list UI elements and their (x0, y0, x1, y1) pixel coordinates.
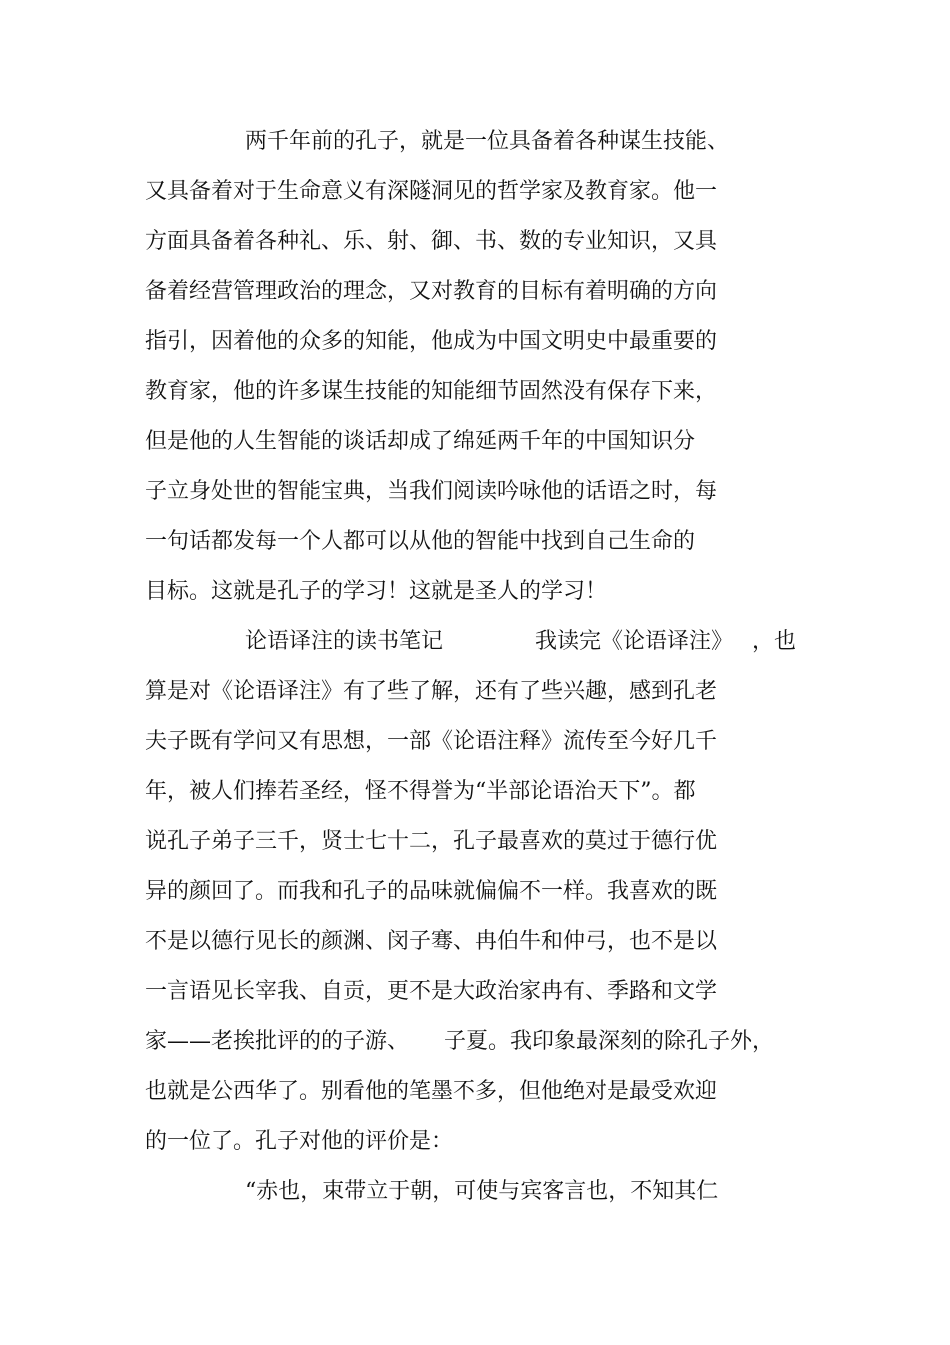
text-line: 也就是公西华了。别看他的笔墨不多，但他绝对是最受欢迎 (145, 1079, 718, 1104)
text-line: 说孔子弟子三千，贤士七十二，孔子最喜欢的莫过于德行优 (145, 829, 718, 854)
text-line: 教育家，他的许多谋生技能的知能细节固然没有保存下来， (145, 379, 718, 404)
text-line: ，也 (752, 629, 797, 654)
text-line: 一言语见长宰我、自贡，更不是大政治家冉有、季路和文学 (145, 979, 718, 1004)
quote-line: “赤也，束带立于朝，可使与宾客言也，不知其仁 (245, 1179, 719, 1204)
text-line: 又具备着对于生命意义有深隧洞见的哲学家及教育家。他一 (145, 179, 718, 204)
text-line: 两千年前的孔子，就是一位具备着各种谋生技能、 (245, 129, 730, 154)
text-line: 子夏。我印象最深刻的除孔子外， (444, 1029, 775, 1054)
text-line: 备着经营管理政治的理念，又对教育的目标有着明确的方向 (145, 279, 718, 304)
text-line: 目标。这就是孔子的学习！这就是圣人的学习！ (145, 579, 608, 604)
text-line: 夫子既有学问又有思想，一部《论语注释》流传至今好几千 (145, 729, 718, 754)
text-line: 但是他的人生智能的谈话却成了绵延两千年的中国知识分 (145, 429, 696, 454)
text-line: 子立身处世的智能宝典，当我们阅读吟咏他的话语之时，每 (145, 479, 718, 504)
text-line: 方面具备着各种礼、乐、射、御、书、数的专业知识，又具 (145, 229, 718, 254)
text-line: 我读完《论语译注》 (535, 629, 734, 654)
text-line: 不是以德行见长的颜渊、闵子骞、冉伯牛和仲弓，也不是以 (145, 929, 718, 954)
text-line: 一句话都发每一个人都可以从他的智能中找到自己生命的 (145, 529, 696, 554)
text-line: 指引，因着他的众多的知能，他成为中国文明史中最重要的 (145, 329, 718, 354)
text-line: 算是对《论语译注》有了些了解，还有了些兴趣，感到孔老 (145, 679, 718, 704)
text-line: 年，被人们捧若圣经，怪不得誉为“半部论语治天下”。都 (145, 779, 696, 804)
text-line: 的一位了。孔子对他的评价是： (145, 1129, 454, 1154)
text-line: 异的颜回了。而我和孔子的品味就偏偏不一样。我喜欢的既 (145, 879, 718, 904)
text-line: 家——老挨批评的的子游、 (145, 1029, 410, 1054)
book-notes-heading: 论语译注的读书笔记 (245, 629, 444, 654)
